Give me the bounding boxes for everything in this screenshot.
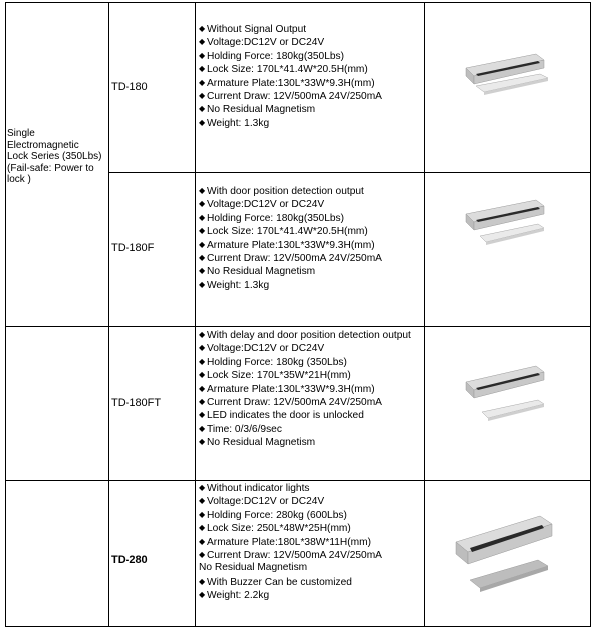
spec-item [199, 368, 431, 381]
spec-item [199, 422, 431, 435]
electromagnetic-lock-image [452, 508, 560, 600]
spec-item [199, 521, 431, 534]
model-name: TD-180F [111, 242, 155, 254]
spec-item [199, 355, 431, 368]
spec-text: Without Signal Output [207, 24, 307, 35]
spec-item [199, 278, 431, 291]
diamond-bullet-icon: ◆ [199, 396, 206, 406]
diamond-bullet-icon: ◆ [199, 549, 206, 559]
spec-item [199, 238, 431, 251]
spec-text: No Residual Magnetism [199, 562, 308, 574]
diamond-bullet-icon: ◆ [199, 252, 206, 262]
diamond-bullet-icon: ◆ [199, 383, 206, 393]
diamond-bullet-icon: ◆ [199, 410, 206, 420]
diamond-bullet-icon: ◆ [199, 536, 206, 546]
spec-text: No Residual Magnetism [207, 104, 316, 116]
spec-text: Voltage:DC12V or DC24V [207, 343, 325, 355]
electromagnetic-lock-image [462, 360, 552, 432]
spec-text: Lock Size: 250L*48W*25H(mm) [207, 523, 351, 535]
spec-item [199, 408, 431, 421]
grid-line [5, 2, 590, 3]
diamond-bullet-icon: ◆ [199, 186, 206, 195]
diamond-bullet-icon: ◆ [199, 576, 206, 586]
grid-line [5, 2, 6, 627]
diamond-bullet-icon: ◆ [199, 437, 206, 447]
model-name: TD-180 [111, 81, 148, 93]
spec-list [199, 481, 431, 602]
diamond-bullet-icon: ◆ [199, 64, 206, 74]
diamond-bullet-icon: ◆ [199, 330, 206, 339]
electromagnetic-lock-image [462, 196, 552, 252]
electromagnetic-lock-image [462, 52, 552, 100]
category-line: (Fail-safe: Power to [7, 162, 94, 174]
spec-text: Armature Plate:130L*33W*9.3H(mm) [207, 239, 375, 251]
diamond-bullet-icon: ◆ [199, 90, 206, 100]
spec-item [199, 184, 431, 197]
diamond-bullet-icon: ◆ [199, 509, 206, 519]
spec-text: Lock Size: 170L*41.4W*20.5H(mm) [207, 64, 368, 76]
spec-text: Lock Size: 170L*35W*21H(mm) [207, 370, 351, 382]
spec-item [199, 49, 431, 62]
spec-text: Armature Plate:130L*33W*9.3H(mm) [207, 77, 375, 89]
spec-text: No Residual Magnetism [207, 437, 316, 449]
spec-list [199, 22, 431, 129]
spec-list [199, 184, 431, 291]
diamond-bullet-icon: ◆ [199, 370, 206, 380]
spec-item [199, 481, 431, 494]
spec-item [199, 395, 431, 408]
grid-line [5, 326, 590, 327]
diamond-bullet-icon: ◆ [199, 356, 206, 366]
spec-item [199, 102, 431, 115]
diamond-bullet-icon: ◆ [199, 199, 206, 209]
diamond-bullet-icon: ◆ [199, 239, 206, 249]
spec-text: Holding Force: 180kg (350Lbs) [207, 356, 347, 368]
spec-item [199, 224, 431, 237]
spec-text: Armature Plate:130L*33W*9.3H(mm) [207, 383, 375, 395]
grid-line [195, 2, 196, 627]
diamond-bullet-icon: ◆ [199, 343, 206, 353]
category-line: Lock Series (350Lbs) [7, 151, 102, 162]
grid-line [5, 626, 590, 627]
spec-item [199, 382, 431, 395]
spec-item [199, 575, 431, 588]
spec-text: Lock Size: 170L*41.4W*20.5H(mm) [207, 226, 368, 238]
spec-text: Weight: 1.3kg [207, 117, 270, 129]
spec-item [199, 561, 431, 574]
spec-text: Voltage:DC12V or DC24V [207, 37, 325, 49]
spec-text: Voltage:DC12V or DC24V [207, 199, 325, 211]
category-label [7, 128, 107, 186]
diamond-bullet-icon: ◆ [199, 423, 206, 433]
diamond-bullet-icon: ◆ [199, 483, 206, 492]
grid-line [108, 172, 590, 173]
spec-text: Weight: 2.2kg [207, 590, 270, 602]
diamond-bullet-icon: ◆ [199, 50, 206, 60]
diamond-bullet-icon: ◆ [199, 226, 206, 236]
spec-text: Current Draw: 12V/500mA 24V/250mA [207, 549, 382, 561]
spec-text: No Residual Magnetism [207, 266, 316, 278]
diamond-bullet-icon: ◆ [199, 212, 206, 222]
diamond-bullet-icon: ◆ [199, 496, 206, 506]
diamond-bullet-icon: ◆ [199, 279, 206, 289]
spec-text: Voltage:DC12V or DC24V [207, 496, 325, 508]
spec-item [199, 89, 431, 102]
spec-item [199, 328, 431, 341]
spec-text: Weight: 1.3kg [207, 279, 270, 291]
grid-line [108, 2, 109, 627]
diamond-bullet-icon: ◆ [199, 266, 206, 276]
category-line: Single [7, 128, 35, 139]
diamond-bullet-icon: ◆ [199, 24, 206, 33]
spec-item [199, 264, 431, 277]
spec-item [199, 76, 431, 89]
spec-item [199, 251, 431, 264]
spec-text: With delay and door position detection output [207, 330, 411, 341]
spec-text: Holding Force: 180kg(350Lbs) [207, 50, 345, 62]
spec-item [199, 508, 431, 521]
spec-text: Without indicator lights [207, 483, 310, 494]
spec-item [199, 22, 431, 35]
diamond-bullet-icon: ◆ [199, 37, 206, 47]
spec-item [199, 116, 431, 129]
spec-item [199, 494, 431, 507]
spec-item [199, 588, 431, 601]
model-name: TD-280 [111, 554, 148, 566]
spec-item [199, 341, 431, 354]
spec-text: Holding Force: 180kg(350Lbs) [207, 212, 345, 224]
category-line: Electromagnetic [7, 139, 79, 151]
grid-line [590, 2, 591, 627]
spec-item [199, 548, 431, 561]
spec-list [199, 328, 431, 449]
spec-item [199, 211, 431, 224]
spec-text: With door position detection output [207, 186, 364, 197]
spec-item [199, 435, 431, 448]
spec-text: Armature Plate:180L*38W*11H(mm) [207, 536, 372, 548]
diamond-bullet-icon: ◆ [199, 590, 206, 600]
diamond-bullet-icon: ◆ [199, 523, 206, 533]
diamond-bullet-icon: ◆ [199, 104, 206, 114]
spec-item [199, 35, 431, 48]
spec-text: Holding Force: 280kg (600Lbs) [207, 509, 347, 521]
spec-text: With Buzzer Can be customized [207, 576, 352, 588]
spec-item [199, 535, 431, 548]
spec-text: Time: 0/3/6/9sec [207, 423, 282, 435]
model-name: TD-180FT [111, 397, 162, 409]
spec-item [199, 62, 431, 75]
spec-item [199, 197, 431, 210]
category-line: lock ) [7, 174, 31, 185]
spec-text: Current Draw: 12V/500mA 24V/250mA [207, 396, 382, 408]
spec-text: LED indicates the door is unlocked [207, 410, 364, 422]
diamond-bullet-icon: ◆ [199, 77, 206, 87]
spec-text: Current Draw: 12V/500mA 24V/250mA [207, 252, 382, 264]
spec-text: Current Draw: 12V/500mA 24V/250mA [207, 90, 382, 102]
diamond-bullet-icon: ◆ [199, 117, 206, 127]
